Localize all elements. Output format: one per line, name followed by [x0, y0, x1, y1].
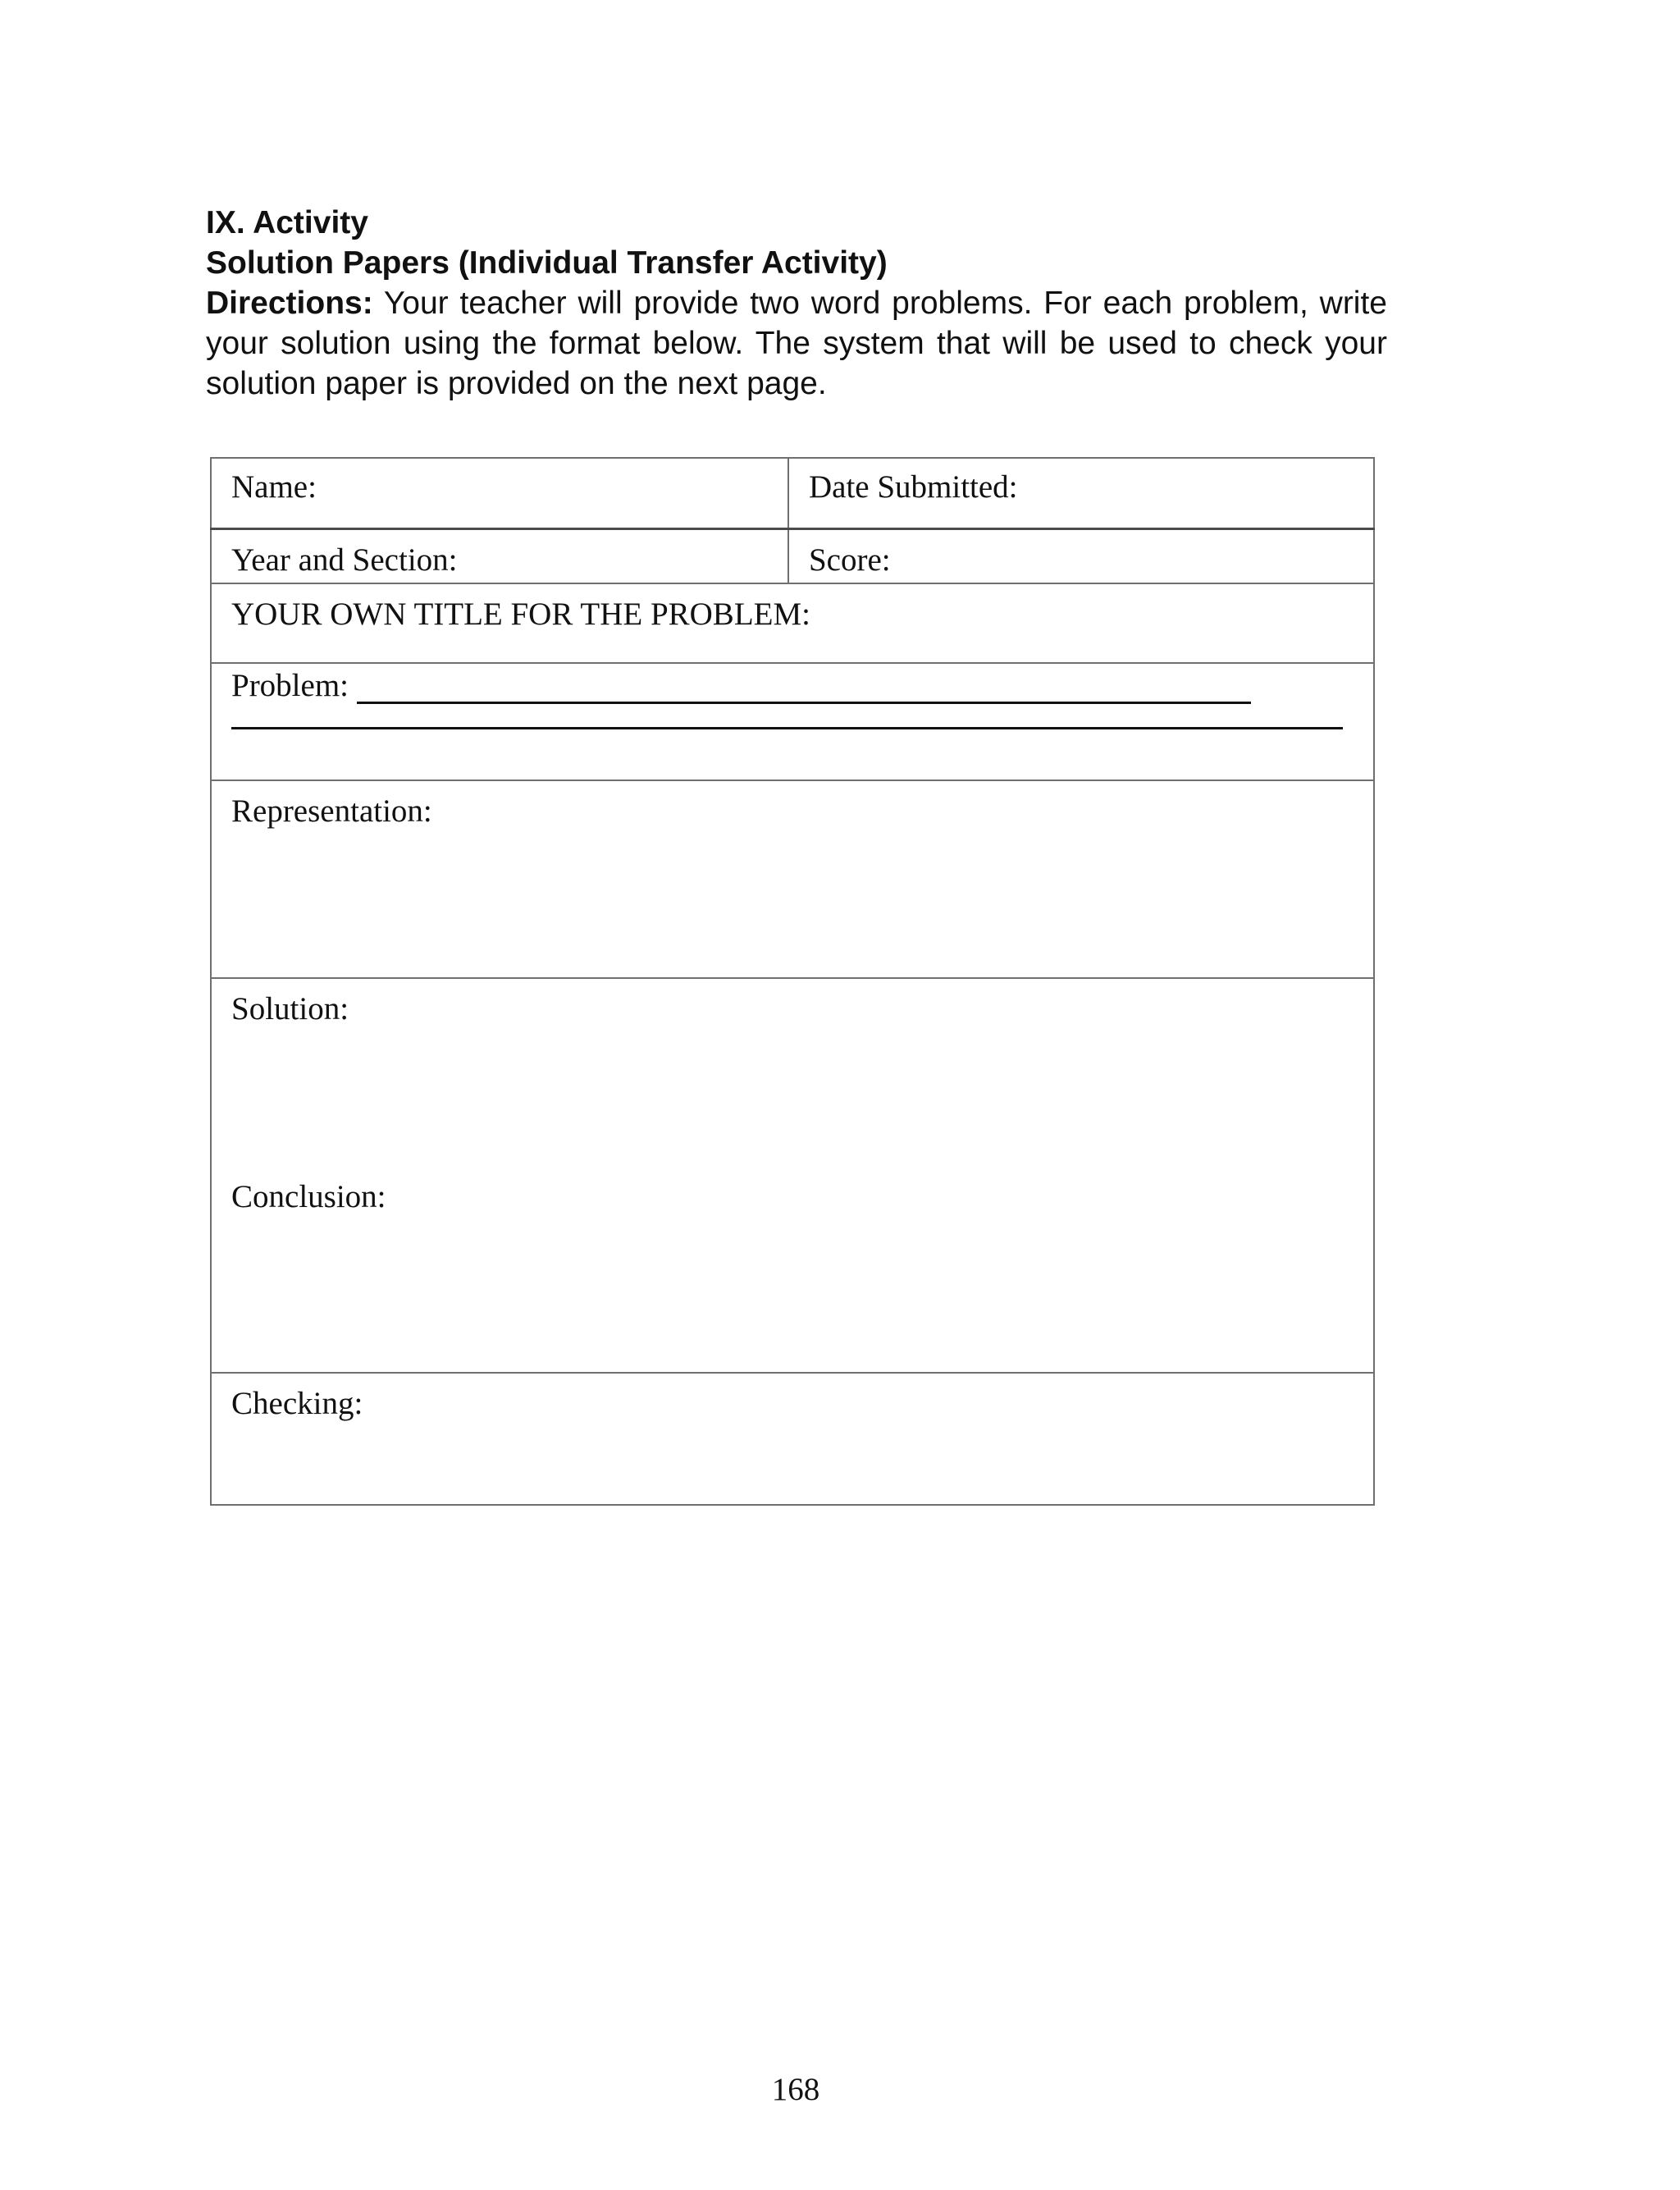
problem-field[interactable] [211, 663, 1374, 780]
year-section-label: Year and Section: [231, 542, 458, 578]
directions-text: Your teacher will provide two word problems. For each problem, write your solution using the format below. The system that will be used to check your solution paper is provided on the next page. [206, 286, 1387, 401]
checking-field[interactable] [211, 1373, 1374, 1505]
problem-line-2 [231, 704, 1343, 729]
name-field[interactable] [211, 458, 788, 528]
representation-field[interactable] [211, 780, 1374, 978]
solution-paper-form [210, 457, 1375, 1506]
score-label: Score: [808, 542, 891, 578]
page-number: 168 [771, 2072, 820, 2107]
activity-header [206, 203, 1387, 404]
score-field[interactable] [788, 528, 1374, 583]
problem-title-label: YOUR OWN TITLE FOR THE PROBLEM: [231, 597, 810, 632]
conclusion-label: Conclusion: [231, 1179, 386, 1214]
section-heading: IX. Activity [206, 205, 368, 240]
activity-title: Solution Papers (Individual Transfer Activity) [206, 245, 888, 281]
problem-title-field[interactable] [211, 583, 1374, 663]
solution-label: Solution: [231, 991, 349, 1026]
directions-label: Directions: [206, 286, 373, 321]
checking-label: Checking: [231, 1386, 363, 1421]
directions-paragraph [206, 283, 1387, 404]
representation-label: Representation: [231, 793, 432, 829]
problem-label: Problem: [231, 668, 357, 703]
date-submitted-field[interactable] [788, 458, 1374, 528]
year-section-field[interactable] [211, 528, 788, 583]
problem-line-1 [357, 670, 1251, 704]
name-label: Name: [231, 469, 317, 505]
date-submitted-label: Date Submitted: [808, 469, 1018, 505]
solution-space [231, 1027, 1373, 1178]
solution-conclusion-field[interactable] [211, 978, 1374, 1373]
